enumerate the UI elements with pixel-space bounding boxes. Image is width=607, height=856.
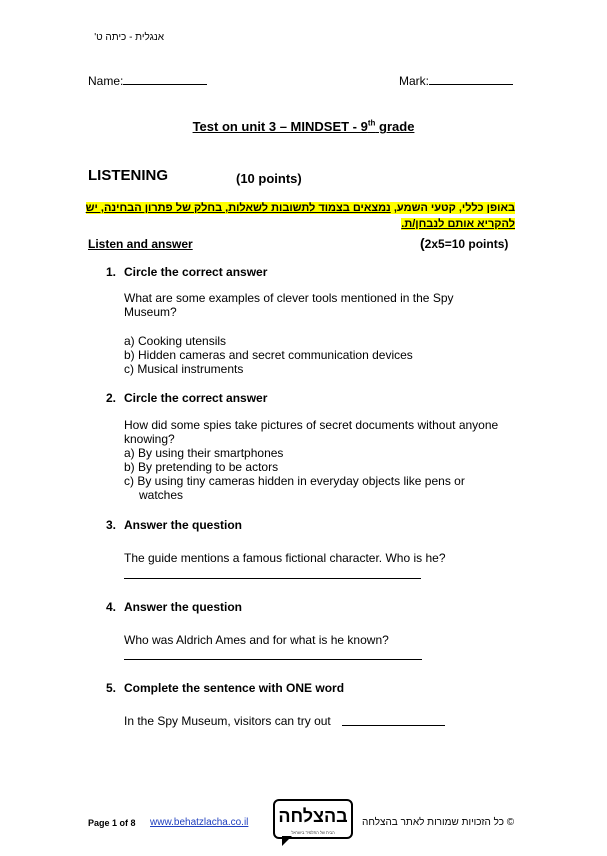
question-heading: Circle the correct answer (124, 391, 268, 405)
answer-option[interactable]: c) Musical instruments (124, 362, 244, 376)
question-text: What are some examples of clever tools mentioned in the Spy Museum? (124, 291, 454, 319)
name-field[interactable] (88, 74, 207, 88)
logo-text: בהצלחה (278, 806, 348, 826)
question-text: How did some spies take pictures of secret documents without anyone knowing? (124, 418, 499, 446)
section-heading: LISTENING (88, 167, 169, 184)
question-heading: Circle the correct answer (124, 265, 268, 279)
question-heading: Answer the question (124, 600, 243, 614)
question-heading: Answer the question (124, 518, 243, 532)
website-link[interactable]: www.behatzlacha.co.il (150, 817, 249, 828)
title-grade: grade (375, 119, 415, 135)
question-text: The guide mentions a famous fictional character. Who is he? (124, 551, 446, 565)
question-text: Who was Aldrich Ames and for what is he known? (124, 633, 389, 647)
answer-option-continuation: watches (139, 488, 184, 502)
question-heading: Complete the sentence with ONE word (124, 681, 345, 695)
page-number: Page 1 of 8 (88, 818, 136, 828)
score-text: 2x5=10 points) (424, 237, 509, 251)
note-highlight: נמצאים בצמוד לתשובות לשאלות, בחלק של פתרון הבחינה, יש להקריא אותם לנבחן/ת. (85, 202, 515, 230)
title-main: Test on unit 3 – MINDSET - 9 (192, 119, 368, 135)
header-course-label: אנגלית - כיתה ט' (94, 32, 164, 43)
question-number: 1. (106, 265, 117, 279)
question-text: In the Spy Museum, visitors can try out (124, 714, 331, 728)
answer-line[interactable] (124, 659, 422, 660)
test-title (0, 119, 607, 134)
question-number: 3. (106, 518, 117, 532)
score-paren: ( (420, 235, 425, 251)
question-number: 5. (106, 681, 117, 695)
logo-speech-tail (282, 836, 292, 846)
mark-label: Mark: (399, 74, 429, 88)
mark-blank[interactable] (429, 74, 513, 85)
answer-option[interactable]: b) Hidden cameras and secret communication devices (124, 348, 413, 362)
question-number: 2. (106, 391, 117, 405)
question-number: 4. (106, 600, 117, 614)
section-points: (10 points) (236, 171, 302, 186)
instruction-heading: Listen and answer (88, 237, 193, 251)
answer-option[interactable]: b) By pretending to be actors (124, 460, 279, 474)
score-label (420, 235, 508, 251)
note-plain: באופן כללי, קטעי השמע, (390, 202, 515, 214)
answer-line[interactable] (124, 578, 421, 579)
answer-option[interactable]: a) Cooking utensils (124, 334, 227, 348)
title-sup: th (367, 119, 376, 128)
name-blank[interactable] (123, 74, 207, 85)
answer-line[interactable] (342, 725, 445, 726)
answer-option[interactable]: a) By using their smartphones (124, 446, 284, 460)
logo-subtitle: הבית של התלמיד בישראל (291, 830, 335, 835)
behatzlacha-logo (273, 799, 353, 839)
mark-field[interactable] (399, 74, 513, 88)
name-label: Name: (88, 74, 124, 88)
copyright-notice: © כל הזכויות שמורות לאתר בהצלחה (362, 817, 515, 828)
answer-option[interactable]: c) By using tiny cameras hidden in everyday objects like pens or (124, 474, 465, 488)
teacher-note (75, 200, 515, 232)
